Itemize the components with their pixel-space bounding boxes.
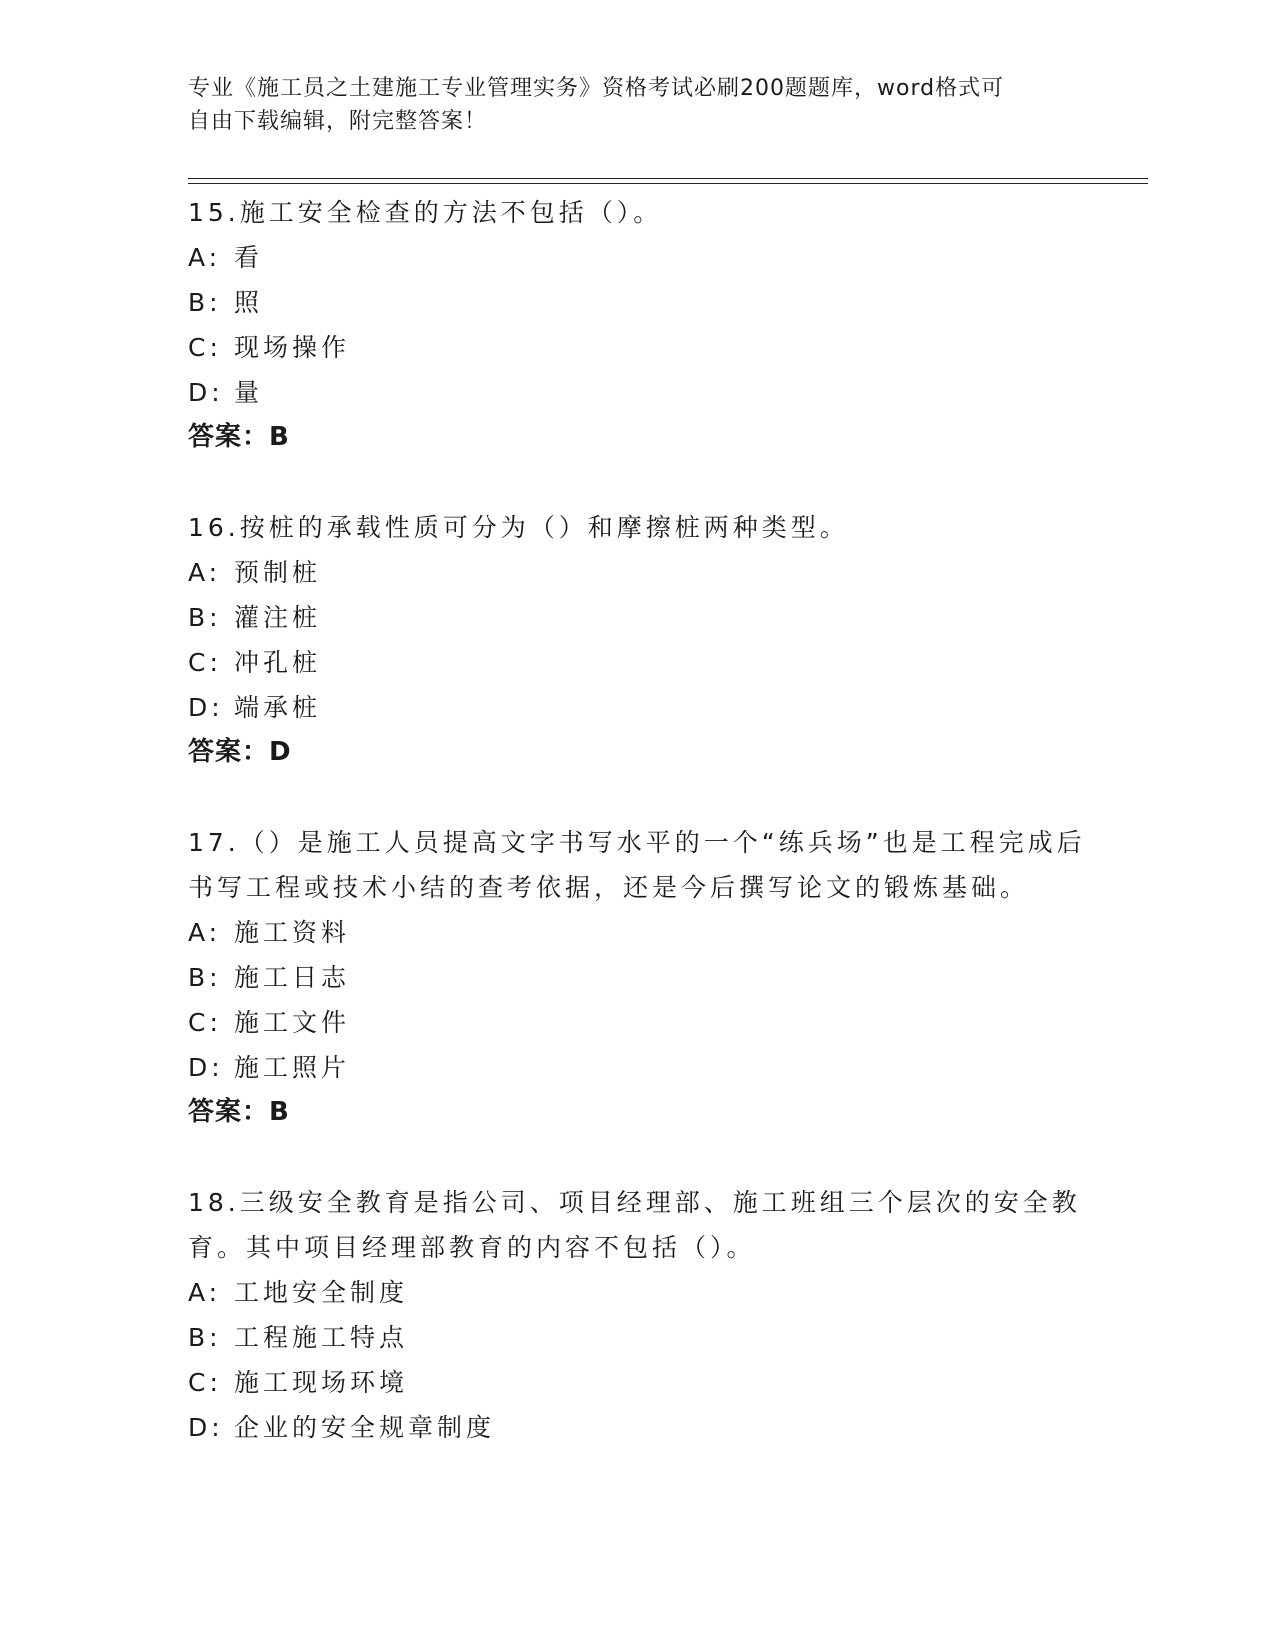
option-letter: C: [188, 333, 222, 362]
option-letter: C: [188, 648, 222, 677]
option-c [188, 1000, 1088, 1045]
option-b [188, 1315, 1088, 1360]
option-b [188, 595, 1088, 640]
option-letter: A: [188, 918, 222, 947]
header-line-2: 自由下载编辑，附完整答案！ [188, 109, 488, 134]
option-a [188, 550, 1088, 595]
option-d [188, 1045, 1088, 1090]
option-letter: A: [188, 558, 222, 587]
option-b [188, 955, 1088, 1000]
option-a [188, 910, 1088, 955]
option-letter: A: [188, 1278, 222, 1307]
option-letter: B: [188, 963, 222, 992]
question-stem: 15.施工安全检查的方法不包括（）。 [188, 198, 663, 227]
option-text: 照 [234, 288, 264, 317]
question-stem: 17.（）是施工人员提高文字书写水平的一个“练兵场”也是工程完成后书写工程或技术小结的查考依据，还是今后撰写论文的锻炼基础。 [188, 828, 1086, 902]
option-c [188, 1360, 1088, 1405]
option-a [188, 235, 1088, 280]
option-text: 冲孔桩 [234, 648, 322, 677]
option-text: 看 [234, 243, 264, 272]
question-18 [188, 1180, 1088, 1450]
option-text: 施工现场环境 [234, 1368, 409, 1397]
option-letter: A: [188, 243, 222, 272]
option-d [188, 1405, 1088, 1450]
option-letter: D: [188, 693, 224, 722]
option-c [188, 325, 1088, 370]
option-text: 预制桩 [234, 558, 322, 587]
header-line-1: 专业《施工员之土建施工专业管理实务》资格考试必刷200题题库，word格式可 [188, 76, 1005, 101]
option-text: 施工照片 [234, 1053, 351, 1082]
option-letter: C: [188, 1368, 222, 1397]
question-15 [188, 190, 1088, 460]
option-text: 工程施工特点 [234, 1323, 409, 1352]
answer-line: 答案：B [188, 422, 290, 452]
option-text: 施工文件 [234, 1008, 351, 1037]
option-text: 工地安全制度 [234, 1278, 409, 1307]
option-text: 现场操作 [234, 333, 351, 362]
question-list [188, 190, 1088, 1495]
header-divider [188, 178, 1148, 184]
answer-line: 答案：D [188, 737, 292, 767]
answer-line: 答案：B [188, 1097, 290, 1127]
option-letter: D: [188, 378, 224, 407]
question-stem: 18.三级安全教育是指公司、项目经理部、施工班组三个层次的安全教育。其中项目经理部教育的内容不包括（）。 [188, 1188, 1081, 1262]
option-text: 端承桩 [234, 693, 322, 722]
option-letter: C: [188, 1008, 222, 1037]
question-stem: 16.按桩的承载性质可分为（）和摩擦桩两种类型。 [188, 513, 849, 542]
option-a [188, 1270, 1088, 1315]
option-letter: D: [188, 1413, 224, 1442]
option-letter: B: [188, 288, 222, 317]
option-text: 灌注桩 [234, 603, 322, 632]
question-16 [188, 505, 1088, 775]
option-letter: B: [188, 1323, 222, 1352]
option-d [188, 370, 1088, 415]
option-text: 施工日志 [234, 963, 351, 992]
option-c [188, 640, 1088, 685]
question-17 [188, 820, 1088, 1135]
option-b [188, 280, 1088, 325]
option-text: 企业的安全规章制度 [234, 1413, 496, 1442]
option-d [188, 685, 1088, 730]
option-letter: B: [188, 603, 222, 632]
option-text: 量 [234, 378, 264, 407]
option-letter: D: [188, 1053, 224, 1082]
option-text: 施工资料 [234, 918, 351, 947]
document-header [188, 72, 1068, 138]
